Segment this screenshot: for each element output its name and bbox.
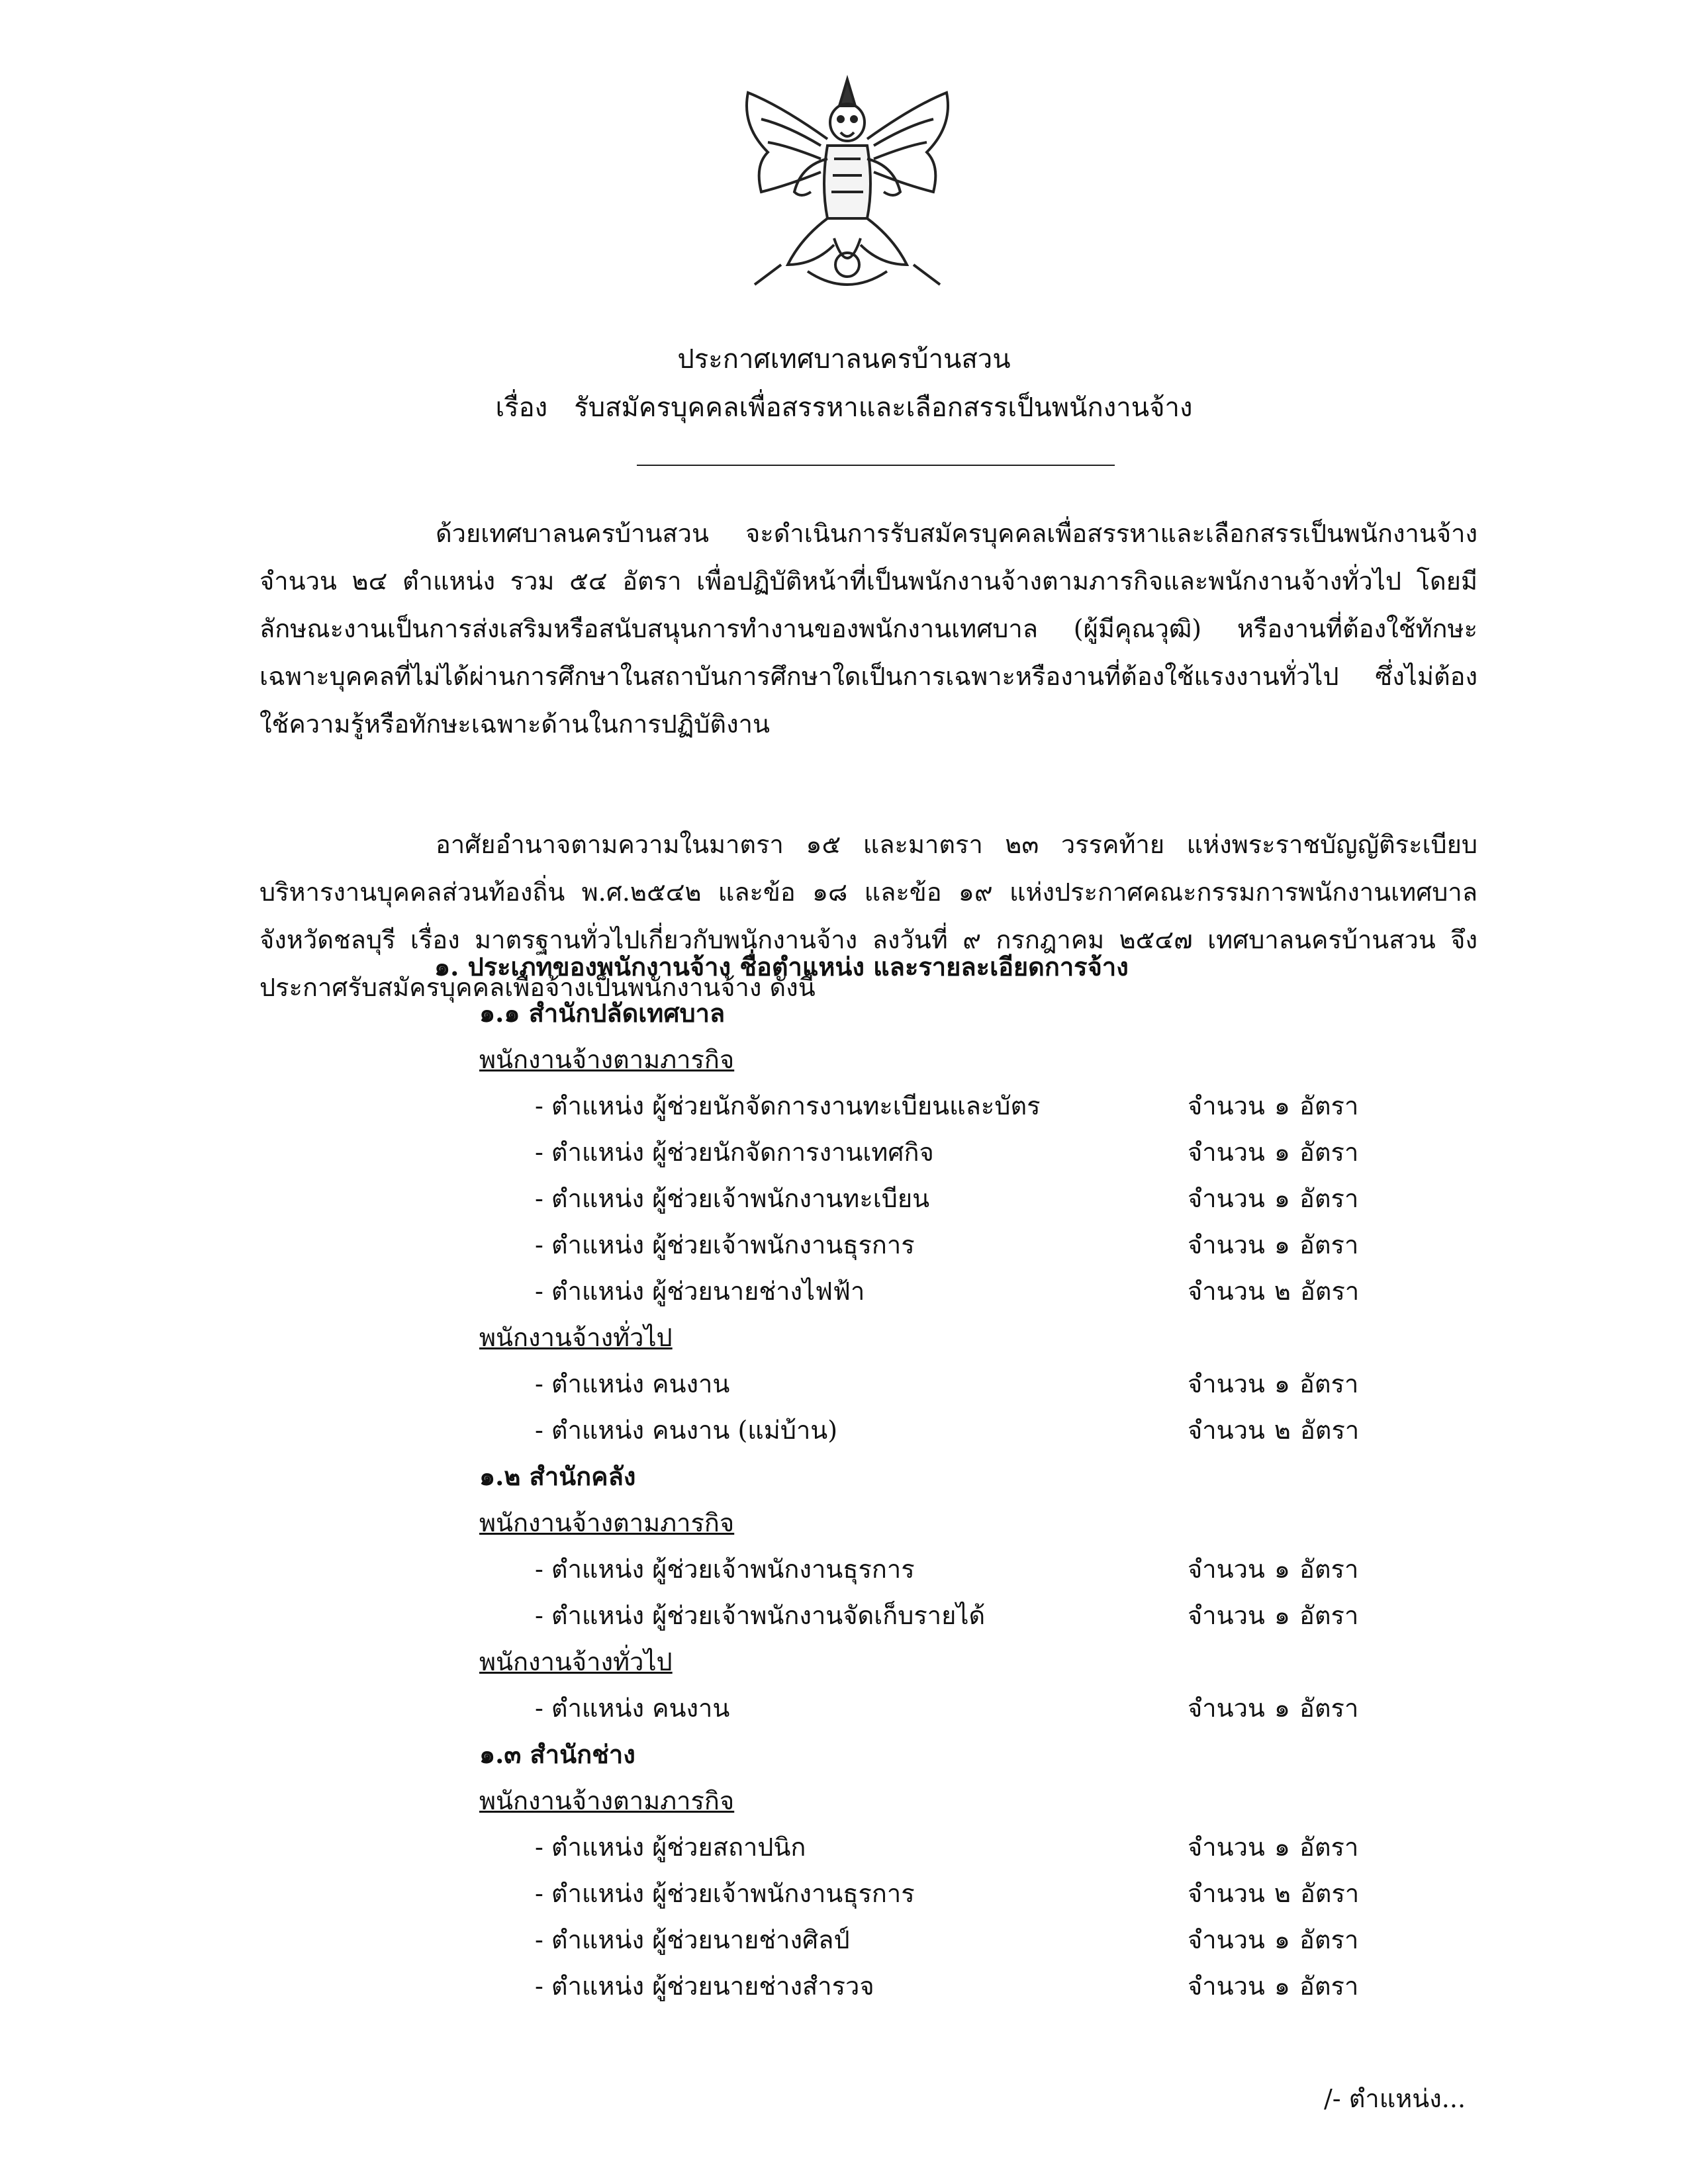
- section-title: ๑.๓ สำนักช่าง: [479, 1739, 635, 1769]
- position-count: จำนวน ๑ อัตรา: [1188, 1555, 1359, 1584]
- position-count: จำนวน ๑ อัตรา: [1188, 1601, 1359, 1630]
- position-count: จำนวน ๑ อัตรา: [1188, 1138, 1359, 1167]
- garuda-emblem-icon: [728, 66, 966, 311]
- group-label: พนักงานจ้างตามภารกิจ: [479, 1786, 735, 1815]
- section-title: ๑.๒ สำนักคลัง: [479, 1461, 636, 1491]
- authority-paragraph: อาศัยอำนาจตามความในมาตรา ๑๕ และมาตรา ๒๓ วรรคท้าย แห่งพระราชบัญญัติระเบียบบริหารงานบุคคลส่วนท้องถิ่น พ.ศ.๒๕๔๒ และข้อ ๑๘ และข้อ ๑๙ แห่งประกาศคณะกรรมการพนักงานเทศบาลจังหวัดชลบุรี เรื่อง มาตรฐานทั่วไปเกี่ยวกับพนักงานจ้าง ลงวันที่ ๙ กรกฎาคม ๒๕๔๗ เทศบาลนครบ้านสวน จึงประกาศรับสมัครบุคคลเพื่อจ้างเป็นพนักงานจ้าง ดังนี้: [259, 830, 1477, 1002]
- position-name: - ตำแหน่ง ผู้ช่วยเจ้าพนักงานทะเบียน: [535, 1184, 930, 1213]
- position-name: - ตำแหน่ง ผู้ช่วยนักจัดการงานทะเบียนและบัตร: [535, 1091, 1041, 1120]
- announcement-subject: [0, 386, 1688, 428]
- position-count: จำนวน ๑ อัตรา: [1188, 1230, 1359, 1259]
- position-count: จำนวน ๑ อัตรา: [1188, 1091, 1359, 1120]
- position-name: - ตำแหน่ง ผู้ช่วยเจ้าพนักงานจัดเก็บรายได้: [535, 1601, 986, 1630]
- subject-label: เรื่อง: [495, 392, 548, 423]
- position-count: จำนวน ๑ อัตรา: [1188, 1972, 1359, 2001]
- position-name: - ตำแหน่ง ผู้ช่วยเจ้าพนักงานธุรการ: [535, 1230, 915, 1259]
- position-name: - ตำแหน่ง ผู้ช่วยเจ้าพนักงานธุรการ: [535, 1879, 915, 1908]
- position-count: จำนวน ๑ อัตรา: [1188, 1925, 1359, 1954]
- section-title: ๑.๑ สำนักปลัดเทศบาล: [479, 998, 726, 1028]
- position-count: จำนวน ๒ อัตรา: [1188, 1879, 1360, 1908]
- announcement-title: ประกาศเทศบาลนครบ้านสวน: [677, 344, 1011, 375]
- group-label: พนักงานจ้างตามภารกิจ: [479, 1508, 735, 1537]
- position-count: จำนวน ๑ อัตรา: [1188, 1369, 1359, 1398]
- group-label: พนักงานจ้างทั่วไป: [479, 1647, 673, 1676]
- group-label: พนักงานจ้างตามภารกิจ: [479, 1045, 735, 1074]
- position-name: - ตำแหน่ง ผู้ช่วยนายช่างศิลป์: [535, 1925, 850, 1954]
- position-count: จำนวน ๑ อัตรา: [1188, 1833, 1359, 1862]
- position-name: - ตำแหน่ง คนงาน (แม่บ้าน): [535, 1416, 838, 1445]
- position-name: - ตำแหน่ง ผู้ช่วยนักจัดการงานเทศกิจ: [535, 1138, 934, 1167]
- position-name: - ตำแหน่ง ผู้ช่วยนายช่างไฟฟ้า: [535, 1277, 865, 1306]
- title-divider: [637, 465, 1115, 466]
- group-label: พนักงานจ้างทั่วไป: [479, 1323, 673, 1352]
- position-count: จำนวน ๑ อัตรา: [1188, 1184, 1359, 1213]
- position-count: จำนวน ๒ อัตรา: [1188, 1416, 1360, 1445]
- position-name: - ตำแหน่ง คนงาน: [535, 1694, 730, 1723]
- position-name: - ตำแหน่ง คนงาน: [535, 1369, 730, 1398]
- position-name: - ตำแหน่ง ผู้ช่วยเจ้าพนักงานธุรการ: [535, 1555, 915, 1584]
- section-heading: ๑. ประเภทของพนักงานจ้าง ชื่อตำแหน่ง และรายละเอียดการจ้าง: [434, 952, 1129, 981]
- intro-paragraph: ด้วยเทศบาลนครบ้านสวน จะดำเนินการรับสมัครบุคคลเพื่อสรรหาและเลือกสรรเป็นพนักงานจ้าง จำนวน ๒๔ ตำแหน่ง รวม ๕๔ อัตรา เพื่อปฏิบัติหน้าที่เป็นพนักงานจ้างตามภารกิจและพนักงานจ้างทั่วไป โดยมีลักษณะงานเป็นการส่งเสริมหรือสนับสนุนการทำงานของพนักงานเทศบาล (ผู้มีคุณวุฒิ) หรืองานที่ต้องใช้ทักษะเฉพาะบุคคลที่ไม่ได้ผ่านการศึกษาในสถาบันการศึกษาใดเป็นการเฉพาะหรืองานที่ต้องใช้แรงงานทั่วไป ซึ่งไม่ต้องใช้ความรู้หรือทักษะเฉพาะด้านในการปฏิบัติงาน: [259, 519, 1477, 739]
- position-name: - ตำแหน่ง ผู้ช่วยสถาปนิก: [535, 1833, 806, 1862]
- position-count: จำนวน ๑ อัตรา: [1188, 1694, 1359, 1723]
- position-name: - ตำแหน่ง ผู้ช่วยนายช่างสำรวจ: [535, 1972, 874, 2001]
- continuation-note: /- ตำแหน่ง...: [1324, 2084, 1466, 2113]
- subject-text: รับสมัครบุคคลเพื่อสรรหาและเลือกสรรเป็นพนักงานจ้าง: [574, 392, 1193, 423]
- position-count: จำนวน ๒ อัตรา: [1188, 1277, 1360, 1306]
